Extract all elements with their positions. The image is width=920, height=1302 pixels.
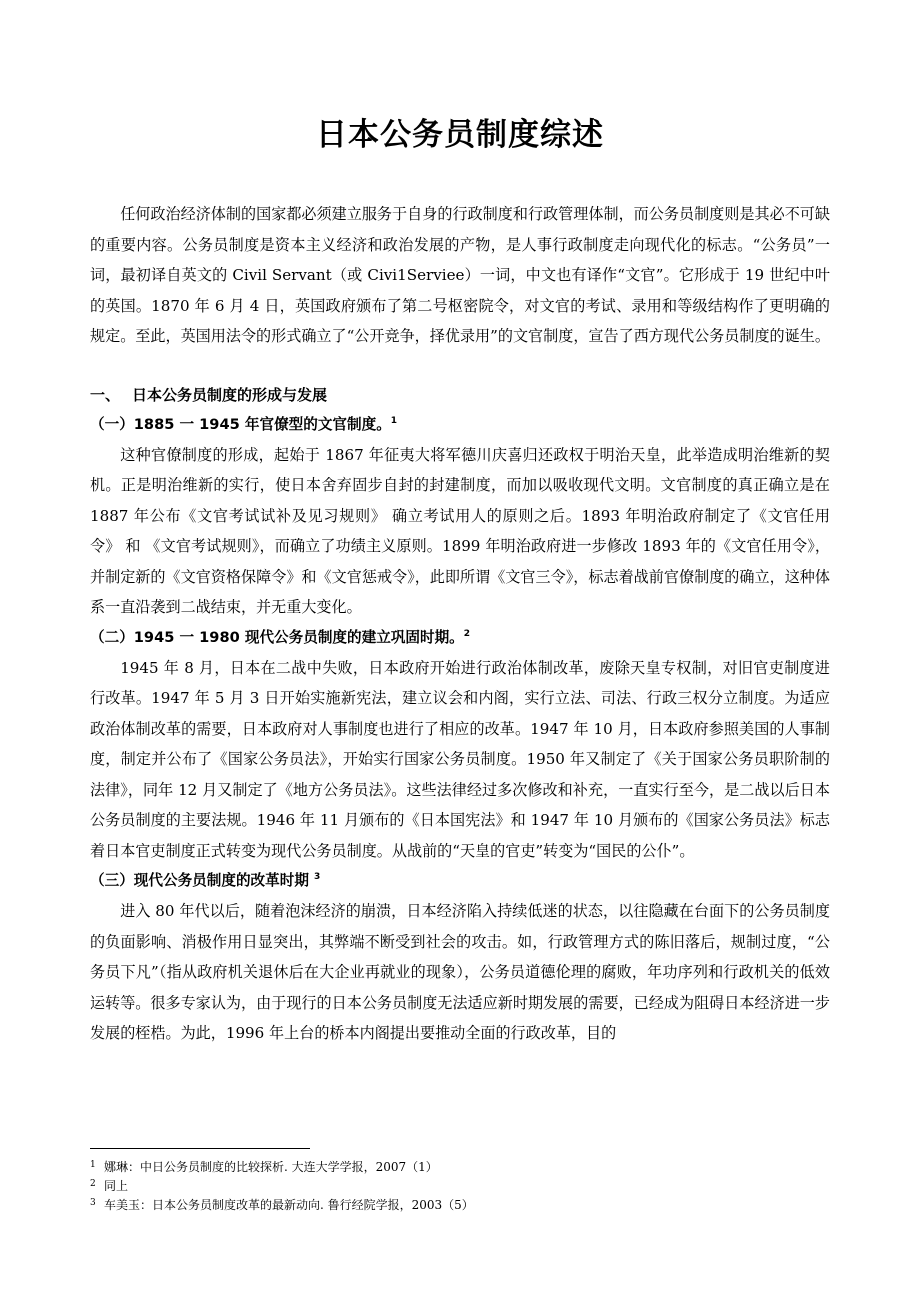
subsection-heading-text: （三）现代公务员制度的改革时期	[90, 872, 309, 889]
intro-paragraph: 任何政治经济体制的国家都必须建立服务于自身的行政制度和行政管理体制，而公务员制度则是其必不可缺的重要内容。公务员制度是资本主义经济和政治发展的产物，是人事行政制度走向现代化的标志。“公务员”一词，最初译自英文的 Civil Servant（或 Civi1Serviee）一词，中文也有译作“文官”。它形成于 19 世纪中叶的英国。1870 年 6 月 4 日，英国政府颁布了第二号枢密院令，对文官的考试、录用和等级结构作了更明确的规定。至此，英国用法令的形式确立了“公开竞争，择优录用”的文官制度，宣告了西方现代公务员制度的诞生。	[90, 205, 830, 345]
footnote-ref[interactable]: 3	[314, 872, 321, 883]
subsection-heading-text: （二）1945 一 1980 现代公务员制度的建立巩固时期。	[90, 628, 464, 646]
subsection-heading-2	[90, 623, 830, 653]
subsection-body-3: 进入 80 年代以后，随着泡沫经济的崩溃，日本经济陷入持续低迷的状态，以往隐藏在台面下的公务员制度的负面影响、消极作用日显突出，其弊端不断受到社会的攻击。如，行政管理方式的陈旧落后，规制过度，“公务员下凡”（指从政府机关退休后在大企业再就业的现象），公务员道德伦理的腐败，年功序列和行政机关的低效运转等。很多专家认为，由于现行的日本公务员制度无法适应新时期发展的需要，已经成为阻碍日本经济进一步发展的桎梏。为此，1996 年上台的桥本内阁提出要推动全面的行政改革，目的	[90, 902, 830, 1042]
footnotes	[90, 1158, 830, 1215]
footnote-mark: 2	[90, 1179, 96, 1189]
footnote-text: 同上	[104, 1179, 129, 1193]
page-title: 日本公务员制度综述	[316, 116, 604, 153]
footnote	[90, 1196, 830, 1215]
spacer	[90, 352, 830, 380]
footnote-divider	[90, 1148, 310, 1149]
footnote	[90, 1177, 830, 1196]
subsection-body-1: 这种官僚制度的形成，起始于 1867 年征夷大将军德川庆喜归还政权于明治天皇，此举造成明治维新的契机。正是明治维新的实行，使日本舍弃固步自封的封建制度，而加以吸收现代文明。文官制度的真正确立是在 1887 年公布《文官考试试补及见习规则》 确立考试用人的原则之后。1893 年明治政府制定了《文官任用令》 和 《文官考试规则》，而确立了功绩主义原则。1899 年明治政府进一步修改 1893 年的《文官任用令》，并制定新的《文官资格保障令》和《文官惩戒令》，此即所谓《文官三令》，标志着战前官僚制度的确立，这种体系一直沿袭到二战结束，并无重大变化。	[90, 445, 830, 616]
footnote-ref[interactable]: 1	[390, 415, 398, 426]
subsection-heading-1	[90, 410, 830, 440]
section-heading	[90, 380, 830, 410]
footnote-text: 娜琳：中日公务员制度的比较探析. 大连大学学报，2007（1）	[104, 1160, 438, 1174]
document-body	[90, 199, 830, 1049]
subsection-heading-3	[90, 866, 830, 896]
section-title: 日本公务员制度的形成与发展	[132, 385, 328, 404]
subsection-heading-text: （一）1885 一 1945 年官僚型的文官制度。	[90, 415, 391, 433]
footnote-mark: 3	[90, 1198, 96, 1208]
footnote-mark: 1	[90, 1160, 96, 1170]
footnote-ref[interactable]: 2	[463, 628, 471, 639]
section-number: 一、	[90, 385, 121, 404]
footnote	[90, 1158, 830, 1177]
subsection-body-2: 1945 年 8 月，日本在二战中失败，日本政府开始进行政治体制改革，废除天皇专权制，对旧官吏制度进行改革。1947 年 5 月 3 日开始实施新宪法，建立议会和内阁，实行立法、司法、行政三权分立制度。为适应政治体制改革的需要，日本政府对人事制度也进行了相应的改革。1947 年 10 月，日本政府参照美国的人事制度，制定并公布了《国家公务员法》，开始实行国家公务员制度。1950 年又制定了《关于国家公务员职阶制的法律》，同年 12 月又制定了《地方公务员法》。这些法律经过多次修改和补充，一直实行至今，是二战以后日本公务员制度的主要法规。1946 年 11 月颁布的《日本国宪法》和 1947 年 10 月颁布的《国家公务员法》标志着日本官吏制度正式转变为现代公务员制度。从战前的“天皇的官吏”转变为“国民的公仆”。	[90, 658, 830, 860]
footnote-text: 车美玉：日本公务员制度改革的最新动向. 鲁行经院学报，2003（5）	[104, 1198, 474, 1212]
